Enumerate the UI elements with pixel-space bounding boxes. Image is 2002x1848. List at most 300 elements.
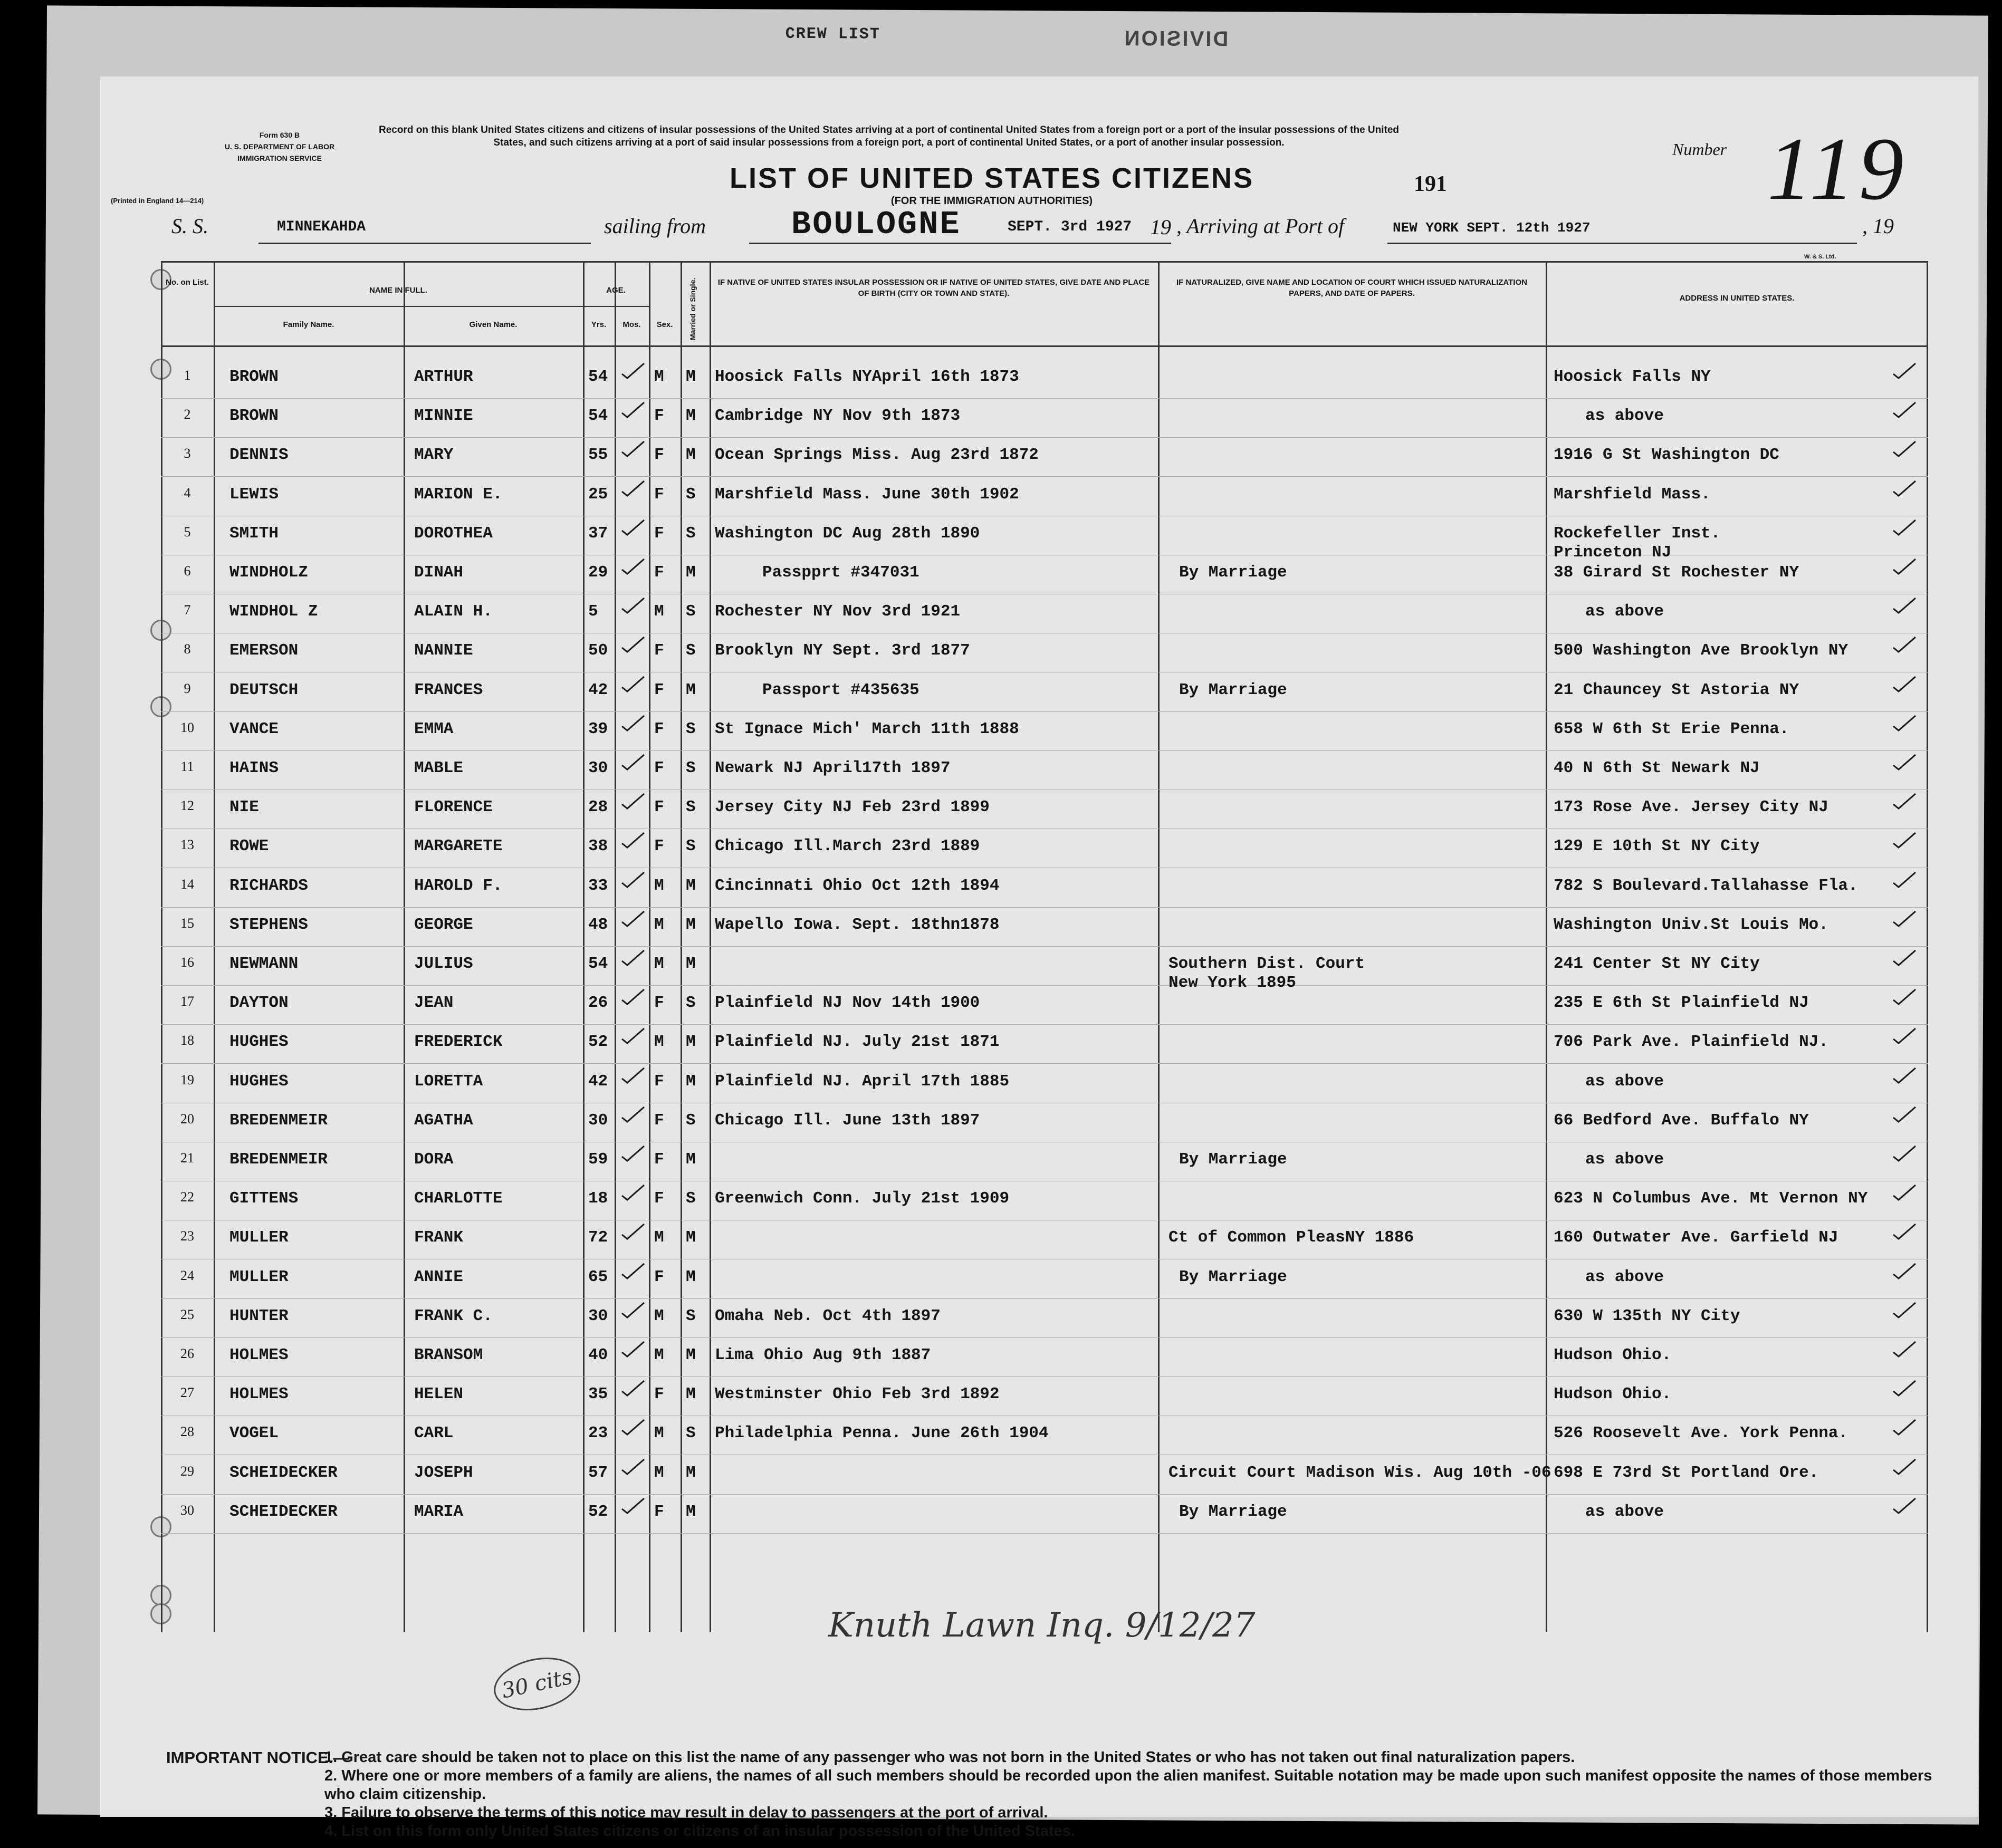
birth-info: Cambridge NY Nov 9th 1873 [715, 407, 961, 426]
row-rule [161, 711, 1928, 712]
family-name: HUNTER [229, 1306, 289, 1325]
family-name: MULLER [229, 1228, 289, 1247]
service: IMMIGRATION SERVICE [237, 154, 322, 162]
sex: M [654, 602, 664, 621]
sex: F [654, 446, 664, 465]
row-number: 15 [180, 915, 194, 931]
marital-status: S [686, 1424, 696, 1443]
family-name: BREDENMEIR [229, 1150, 328, 1169]
birth-info: Plainfield NJ. April 17th 1885 [715, 1072, 1010, 1091]
address: 38 Girard St Rochester NY [1554, 563, 1799, 582]
birth-info: Chicago Ill. June 13th 1897 [715, 1111, 980, 1130]
sex: F [654, 563, 664, 582]
sex: M [654, 1346, 664, 1364]
age-check-mark [620, 557, 646, 576]
age-check-mark [620, 1418, 646, 1437]
age-years: 30 [588, 1306, 608, 1325]
row-number: 8 [184, 641, 191, 657]
family-name: DENNIS [229, 446, 289, 465]
age-years: 54 [588, 368, 608, 386]
inspector-signature: Knuth Lawn Inq. 9/12/27 [828, 1606, 1256, 1645]
row-number: 27 [180, 1385, 194, 1401]
birth-info: Ocean Springs Miss. Aug 23rd 1872 [715, 446, 1039, 465]
record-instructions: Record on this blank United States citizens and citizens of insular possessions of the United States arriving at a port of continental United States from a foreign port or a port of the insular possessions of the United States, and such citizens arriving at a port of said insular possessions from a foreign port, a port of continental United States, or a port of another insular possession. [378, 124, 1400, 148]
address: Washington Univ.St Louis Mo. [1554, 915, 1828, 934]
birth-info: Passport #435635 [762, 680, 919, 699]
age-years: 25 [588, 485, 608, 504]
age-years: 29 [588, 563, 608, 582]
row-number: 22 [180, 1189, 194, 1205]
marital-status: S [686, 524, 696, 543]
family-name: DAYTON [229, 994, 289, 1013]
address: Hudson Ohio. [1554, 1346, 1672, 1364]
row-number: 29 [180, 1463, 194, 1479]
sex: F [654, 680, 664, 699]
age-check-mark [620, 1379, 646, 1398]
given-name: ARTHUR [414, 368, 473, 386]
given-name: MARY [414, 446, 454, 465]
sex: F [654, 719, 664, 738]
age-years: 50 [588, 641, 608, 660]
row-number: 18 [180, 1033, 194, 1048]
given-name: MARION E. [414, 485, 503, 504]
address: 40 N 6th St Newark NJ [1554, 759, 1760, 777]
address-check-mark [1891, 1457, 1918, 1476]
sex: F [654, 1150, 664, 1169]
sex: M [654, 368, 664, 386]
marital-status: M [686, 915, 696, 934]
age-check-mark [620, 1026, 646, 1045]
row-number: 26 [180, 1346, 194, 1361]
address: 235 E 6th St Plainfield NJ [1554, 994, 1809, 1013]
arrival-underline [1387, 243, 1857, 244]
port-from: BOULOGNE [791, 206, 961, 243]
address: 21 Chauncey St Astoria NY [1554, 680, 1799, 699]
family-name: BREDENMEIR [229, 1111, 328, 1130]
address: as above [1585, 1502, 1664, 1521]
given-name: FREDERICK [414, 1033, 503, 1052]
age-check-mark [620, 596, 646, 615]
age-years: 52 [588, 1033, 608, 1052]
age-check-mark [620, 1105, 646, 1124]
age-check-mark [620, 870, 646, 889]
notice-item: 2. Where one or more members of a family are aliens, the names of all such members should be recorded upon the alien manifest. Suitable notation may be made upon such manifest opposite the names of those members who claim citizenship. [324, 1767, 1932, 1803]
address-check-mark [1891, 361, 1918, 380]
marital-status: M [686, 876, 696, 895]
address: 526 Roosevelt Ave. York Penna. [1554, 1424, 1848, 1443]
marital-status: M [686, 1385, 696, 1404]
arrival-year: , 19 [1862, 214, 1894, 238]
col-rule [404, 261, 405, 1632]
given-name: EMMA [414, 719, 454, 738]
given-name: DINAH [414, 563, 464, 582]
address-check-mark [1891, 753, 1918, 772]
family-name: MULLER [229, 1267, 289, 1286]
sex: F [654, 1111, 664, 1130]
age-years: 54 [588, 955, 608, 973]
header-sex: Sex. [656, 320, 673, 329]
age-years: 55 [588, 446, 608, 465]
age-years: 23 [588, 1424, 608, 1443]
given-name: HELEN [414, 1385, 464, 1404]
notice-item: 4. List on this form only United States citizens or citizens of an insular possession of the United States. [324, 1823, 1075, 1840]
age-check-mark [620, 361, 646, 380]
naturalization-line2: New York 1895 [1168, 974, 1296, 992]
age-years: 48 [588, 915, 608, 934]
age-years: 42 [588, 680, 608, 699]
row-number: 13 [180, 837, 194, 853]
given-name: LORETTA [414, 1072, 483, 1091]
family-name: NEWMANN [229, 955, 299, 973]
family-name: NIE [229, 798, 259, 817]
given-name: JOSEPH [414, 1463, 473, 1482]
family-name: BROWN [229, 368, 279, 386]
birth-info: Plainfield NJ Nov 14th 1900 [715, 994, 980, 1013]
marital-status: S [686, 1306, 696, 1325]
col-rule [1546, 261, 1547, 1632]
address: as above [1585, 1072, 1664, 1091]
family-name: RICHARDS [229, 876, 308, 895]
naturalization: Circuit Court Madison Wis. Aug 10th -06 [1168, 1463, 1551, 1482]
address-check-mark [1891, 987, 1918, 1006]
address: 173 Rose Ave. Jersey City NJ [1554, 798, 1828, 817]
birth-info: Rochester NY Nov 3rd 1921 [715, 602, 961, 621]
row-number: 14 [180, 876, 194, 892]
birth-info: Greenwich Conn. July 21st 1909 [715, 1189, 1010, 1208]
age-years: 30 [588, 759, 608, 777]
sex: M [654, 1228, 664, 1247]
row-rule [161, 1337, 1928, 1338]
marital-status: M [686, 1033, 696, 1052]
sex: F [654, 1072, 664, 1091]
birth-info: Cincinnati Ohio Oct 12th 1894 [715, 876, 1000, 895]
age-years: 39 [588, 719, 608, 738]
given-name: FRANK [414, 1228, 464, 1247]
age-check-mark [620, 1496, 646, 1515]
row-rule [161, 476, 1928, 477]
marital-status: S [686, 837, 696, 856]
address: as above [1585, 407, 1664, 426]
sex: F [654, 1502, 664, 1521]
given-name: HAROLD F. [414, 876, 503, 895]
circled-count: 30 cits [489, 1650, 585, 1718]
row-rule [161, 946, 1928, 947]
birth-info: Chicago Ill.March 23rd 1889 [715, 837, 980, 856]
marital-status: M [686, 1150, 696, 1169]
age-check-mark [620, 714, 646, 733]
age-check-mark [620, 792, 646, 811]
family-name: WINDHOLZ [229, 563, 308, 582]
row-number: 4 [184, 485, 191, 500]
division-stamp: DIVISION [1123, 27, 1229, 51]
naturalization: By Marriage [1179, 1267, 1287, 1286]
table-top-rule [161, 261, 1928, 263]
address-check-mark [1891, 1026, 1918, 1045]
row-number: 23 [180, 1228, 194, 1244]
address: Rockefeller Inst. [1554, 524, 1721, 543]
address-check-mark [1891, 675, 1918, 694]
sex: F [654, 759, 664, 777]
address-check-mark [1891, 400, 1918, 419]
age-check-mark [620, 1066, 646, 1085]
sail-year-suffix: 19 [1150, 215, 1171, 239]
family-name: ROWE [229, 837, 269, 856]
address-check-mark [1891, 439, 1918, 458]
family-name: VANCE [229, 719, 279, 738]
passenger-table [161, 261, 1928, 1632]
address-line2: Princeton NJ [1554, 543, 1672, 562]
row-rule [161, 398, 1928, 399]
address-check-mark [1891, 1144, 1918, 1163]
address: 129 E 10th St NY City [1554, 837, 1760, 856]
address: 658 W 6th St Erie Penna. [1554, 719, 1789, 738]
birth-info: Philadelphia Penna. June 26th 1904 [715, 1424, 1049, 1443]
row-number: 12 [180, 798, 194, 814]
sex: F [654, 407, 664, 426]
age-years: 65 [588, 1267, 608, 1286]
ss-label: S. S. [171, 214, 208, 238]
birth-info: Plainfield NJ. July 21st 1871 [715, 1033, 1000, 1052]
age-check-mark [620, 439, 646, 458]
header-given: Given Name. [469, 320, 518, 329]
family-name: SCHEIDECKER [229, 1463, 338, 1482]
sex: F [654, 798, 664, 817]
arriving-label: , Arriving at Port of [1176, 214, 1345, 238]
col-rule [615, 261, 616, 1632]
given-name: NANNIE [414, 641, 473, 660]
form-number: Form 630 B [259, 131, 300, 139]
manifest-page [100, 76, 1978, 1840]
age-years: 54 [588, 407, 608, 426]
age-years: 26 [588, 994, 608, 1013]
header-address: ADDRESS IN UNITED STATES. [1679, 294, 1795, 303]
age-check-mark [620, 987, 646, 1006]
sex: F [654, 524, 664, 543]
birth-info: St Ignace Mich' March 11th 1888 [715, 719, 1019, 738]
address: 160 Outwater Ave. Garfield NJ [1554, 1228, 1838, 1247]
birth-info: Passpprt #347031 [762, 563, 919, 582]
address-check-mark [1891, 909, 1918, 928]
family-name: GITTENS [229, 1189, 299, 1208]
sex: F [654, 1267, 664, 1286]
birth-info: Lima Ohio Aug 9th 1887 [715, 1346, 931, 1364]
number-label: Number [1672, 140, 1727, 159]
list-number: 119 [1767, 119, 1908, 218]
notice-label: IMPORTANT NOTICE.— [166, 1748, 350, 1767]
birth-info: Westminster Ohio Feb 3rd 1892 [715, 1385, 1000, 1404]
given-name: BRANSOM [414, 1346, 483, 1364]
given-name: FRANCES [414, 680, 483, 699]
col-rule [710, 261, 711, 1632]
given-name: JULIUS [414, 955, 473, 973]
marital-status: S [686, 602, 696, 621]
age-years: 28 [588, 798, 608, 817]
marital-status: S [686, 994, 696, 1013]
family-name: WINDHOL Z [229, 602, 318, 621]
family-name: LEWIS [229, 485, 279, 504]
row-number: 6 [184, 563, 191, 579]
marital-status: M [686, 1267, 696, 1286]
given-name: JEAN [414, 994, 454, 1013]
row-number: 19 [180, 1072, 194, 1087]
age-check-mark [620, 400, 646, 419]
given-name: CARL [414, 1424, 454, 1443]
year-prefix: 191 [1414, 172, 1447, 196]
given-name: AGATHA [414, 1111, 473, 1130]
given-name: MARGARETE [414, 837, 503, 856]
header-family: Family Name. [283, 320, 334, 329]
row-rule [161, 1298, 1928, 1299]
address-check-mark [1891, 948, 1918, 967]
arrival-port-date: NEW YORK SEPT. 12th 1927 [1393, 220, 1591, 236]
age-years: 59 [588, 1150, 608, 1169]
sex: M [654, 1463, 664, 1482]
given-name: DORA [414, 1150, 454, 1169]
row-rule [161, 437, 1928, 438]
age-years: 18 [588, 1189, 608, 1208]
row-number: 20 [180, 1111, 194, 1127]
row-number: 11 [180, 759, 194, 774]
marital-status: M [686, 1463, 696, 1482]
birth-info: Marshfield Mass. June 30th 1902 [715, 485, 1019, 504]
address: 706 Park Ave. Plainfield NJ. [1554, 1033, 1828, 1052]
marital-status: M [686, 1502, 696, 1521]
marital-status: M [686, 1346, 696, 1364]
age-years: 33 [588, 876, 608, 895]
naturalization: Ct of Common PleasNY 1886 [1168, 1228, 1414, 1247]
given-name: FLORENCE [414, 798, 493, 817]
age-years: 42 [588, 1072, 608, 1091]
row-number: 5 [184, 524, 191, 540]
family-name: STEPHENS [229, 915, 308, 934]
header-mos: Mos. [622, 320, 641, 329]
sex: F [654, 837, 664, 856]
marital-status: M [686, 1072, 696, 1091]
header-married: Married or Single. [688, 277, 697, 340]
given-name: CHARLOTTE [414, 1189, 503, 1208]
family-name: VOGEL [229, 1424, 279, 1443]
naturalization: By Marriage [1179, 1502, 1287, 1521]
sex: M [654, 915, 664, 934]
address-check-mark [1891, 1066, 1918, 1085]
sex: F [654, 1385, 664, 1404]
address: as above [1585, 602, 1664, 621]
naturalization: Southern Dist. Court [1168, 955, 1365, 973]
row-number: 28 [180, 1424, 194, 1440]
sex: M [654, 876, 664, 895]
row-number: 21 [180, 1150, 194, 1166]
address: Hoosick Falls NY [1554, 368, 1711, 386]
age-check-mark [620, 1183, 646, 1202]
printed-note: (Printed in England 14—214) [111, 197, 204, 205]
address: Hudson Ohio. [1554, 1385, 1672, 1404]
notice-item: 3. Failure to observe the terms of this notice may result in delay to passengers at the port of arrival. [324, 1804, 1048, 1821]
row-rule [161, 1063, 1928, 1064]
row-number: 30 [180, 1502, 194, 1518]
marital-status: S [686, 641, 696, 660]
age-check-mark [620, 518, 646, 537]
address-check-mark [1891, 1418, 1918, 1437]
given-name: FRANK C. [414, 1306, 493, 1325]
col-rule [1927, 261, 1928, 1632]
age-check-mark [620, 479, 646, 498]
row-number: 10 [180, 719, 194, 735]
address-check-mark [1891, 1183, 1918, 1202]
address-check-mark [1891, 635, 1918, 654]
age-years: 30 [588, 1111, 608, 1130]
family-name: SMITH [229, 524, 279, 543]
birth-info: Brooklyn NY Sept. 3rd 1877 [715, 641, 970, 660]
header-birth: IF NATIVE OF UNITED STATES INSULAR POSSESSION OR IF NATIVE OF UNITED STATES, GIVE DATE AND PLACE OF BIRTH (CITY OR TOWN AND STATE). [717, 278, 1150, 298]
age-check-mark [620, 675, 646, 694]
marital-status: M [686, 368, 696, 386]
age-check-mark [620, 635, 646, 654]
row-number: 3 [184, 446, 191, 461]
sex: M [654, 955, 664, 973]
address: 630 W 135th NY City [1554, 1306, 1740, 1325]
row-number: 17 [180, 994, 194, 1009]
marital-status: S [686, 1189, 696, 1208]
family-name: HUGHES [229, 1033, 289, 1052]
col-rule [214, 261, 215, 1632]
sail-date: SEPT. 3rd 1927 [1008, 219, 1132, 235]
row-rule [161, 907, 1928, 908]
family-name: HUGHES [229, 1072, 289, 1091]
address: 66 Bedford Ave. Buffalo NY [1554, 1111, 1809, 1130]
address: 623 N Columbus Ave. Mt Vernon NY [1554, 1189, 1868, 1208]
sex: M [654, 1424, 664, 1443]
header-age: AGE. [606, 286, 626, 295]
birth-info: Hoosick Falls NYApril 16th 1873 [715, 368, 1019, 386]
family-name: BROWN [229, 407, 279, 426]
address-check-mark [1891, 1301, 1918, 1320]
header-bottom-rule [161, 345, 1928, 347]
birth-info: Newark NJ April17th 1897 [715, 759, 951, 777]
age-check-mark [620, 1144, 646, 1163]
marital-status: M [686, 407, 696, 426]
address-check-mark [1891, 870, 1918, 889]
sex: M [654, 1306, 664, 1325]
address: as above [1585, 1267, 1664, 1286]
crew-list-header: CREW LIST [785, 25, 880, 44]
address-check-mark [1891, 557, 1918, 576]
marital-status: M [686, 1228, 696, 1247]
row-number: 7 [184, 602, 191, 618]
col-rule [583, 261, 585, 1632]
address-check-mark [1891, 1262, 1918, 1281]
marital-status: S [686, 759, 696, 777]
port-underline [749, 243, 1171, 244]
address: 241 Center St NY City [1554, 955, 1760, 973]
age-check-mark [620, 1262, 646, 1281]
header-yrs: Yrs. [591, 320, 607, 329]
notice-items [324, 1748, 1960, 1841]
given-name: MARIA [414, 1502, 464, 1521]
age-years: 38 [588, 837, 608, 856]
address-check-mark [1891, 1379, 1918, 1398]
address-check-mark [1891, 1105, 1918, 1124]
age-check-mark [620, 1340, 646, 1359]
marital-status: S [686, 798, 696, 817]
page-subtitle: (FOR THE IMMIGRATION AUTHORITIES) [890, 195, 1093, 207]
age-years: 5 [588, 602, 598, 621]
sailing-label: sailing from [604, 214, 706, 238]
sex: M [654, 1033, 664, 1052]
row-number: 2 [184, 407, 191, 422]
family-name: HOLMES [229, 1385, 289, 1404]
row-number: 24 [180, 1267, 194, 1283]
sex: F [654, 641, 664, 660]
